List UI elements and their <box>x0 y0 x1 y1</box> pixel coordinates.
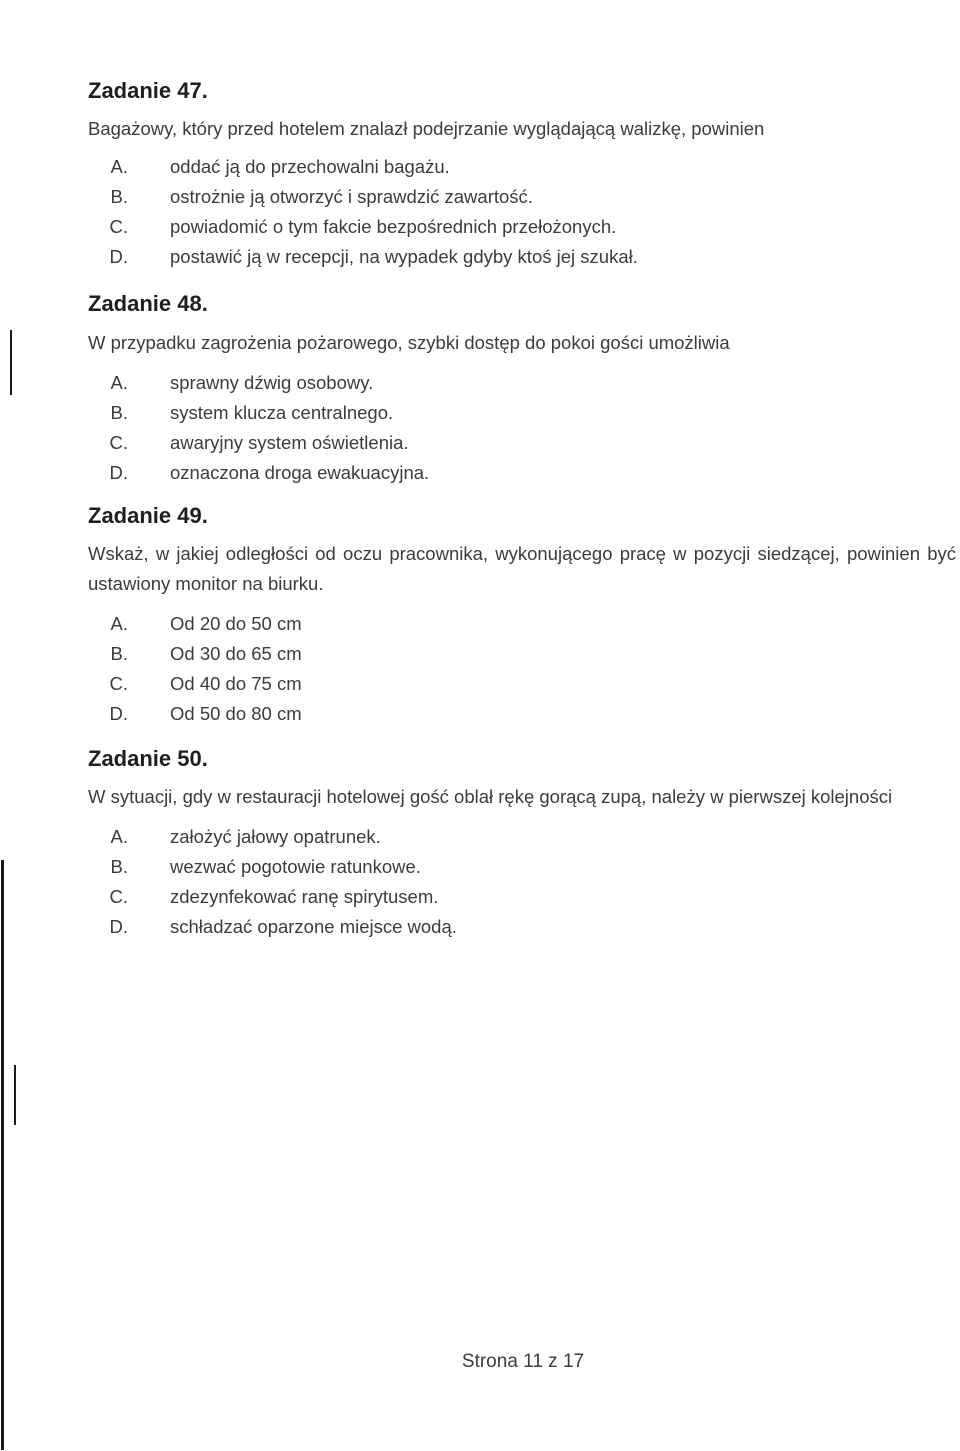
option-text: zdezynfekować ranę spirytusem. <box>170 886 439 907</box>
option-letter: C. <box>109 432 128 453</box>
option-text: sprawny dźwig osobowy. <box>170 372 374 393</box>
scan-edge-mark <box>14 1065 16 1125</box>
answer-option-b[interactable] <box>88 852 958 882</box>
task-title: Zadanie 49. <box>88 503 208 528</box>
scan-edge-mark <box>10 330 12 395</box>
answer-option-a[interactable] <box>88 822 958 852</box>
option-text: schładzać oparzone miejsce wodą. <box>170 916 457 937</box>
option-letter: C. <box>109 216 128 237</box>
task-question: Bagażowy, który przed hotelem znalazł podejrzanie wyglądającą walizkę, powinien <box>88 118 765 139</box>
answer-option-c[interactable] <box>88 428 958 458</box>
option-text: postawić ją w recepcji, na wypadek gdyby ktoś jej szukał. <box>170 246 638 267</box>
option-text: powiadomić o tym fakcie bezpośrednich przełożonych. <box>170 216 617 237</box>
option-text: założyć jałowy opatrunek. <box>170 826 381 847</box>
option-letter: A. <box>110 826 128 847</box>
answer-option-c[interactable] <box>88 669 958 699</box>
task-50 <box>88 745 958 942</box>
answer-option-c[interactable] <box>88 212 958 242</box>
task-question: Wskaż, w jakiej odległości od oczu pracownika, wykonującego pracę w pozycji siedzącej, powinien być ustawiony monitor na biurku. <box>88 543 956 594</box>
answer-option-a[interactable] <box>88 152 958 182</box>
option-text: oddać ją do przechowalni bagażu. <box>170 156 450 177</box>
option-letter: D. <box>109 246 128 267</box>
option-text: wezwać pogotowie ratunkowe. <box>170 856 421 877</box>
answer-options <box>88 368 958 488</box>
option-letter: B. <box>110 186 128 207</box>
answer-option-b[interactable] <box>88 639 958 669</box>
task-title: Zadanie 47. <box>88 78 208 103</box>
option-text: Od 30 do 65 cm <box>170 643 302 664</box>
option-text: Od 40 do 75 cm <box>170 673 302 694</box>
option-letter: A. <box>110 613 128 634</box>
answer-options <box>88 152 958 272</box>
option-letter: B. <box>110 402 128 423</box>
task-question: W przypadku zagrożenia pożarowego, szybki dostęp do pokoi gości umożliwia <box>88 332 730 353</box>
task-49 <box>88 502 958 729</box>
answer-option-d[interactable] <box>88 699 958 729</box>
option-text: oznaczona droga ewakuacyjna. <box>170 462 430 483</box>
task-question: W sytuacji, gdy w restauracji hotelowej gość oblał rękę gorącą zupą, należy w pierwszej kolejności <box>88 786 893 807</box>
option-letter: D. <box>109 916 128 937</box>
task-48 <box>88 290 958 488</box>
task-title: Zadanie 48. <box>88 291 208 316</box>
option-letter: D. <box>109 703 128 724</box>
option-text: Od 20 do 50 cm <box>170 613 302 634</box>
page-number: Strona 11 z 17 <box>461 1351 585 1372</box>
answer-option-a[interactable] <box>88 609 958 639</box>
answer-option-c[interactable] <box>88 882 958 912</box>
option-letter: D. <box>109 462 128 483</box>
option-text: system klucza centralnego. <box>170 402 394 423</box>
answer-option-d[interactable] <box>88 458 958 488</box>
option-letter: A. <box>110 372 128 393</box>
answer-option-b[interactable] <box>88 182 958 212</box>
answer-option-d[interactable] <box>88 912 958 942</box>
task-47 <box>88 77 958 272</box>
option-letter: A. <box>110 156 128 177</box>
answer-options <box>88 822 958 942</box>
option-letter: C. <box>109 886 128 907</box>
page-footer <box>0 1351 960 1373</box>
option-letter: B. <box>110 856 128 877</box>
option-text: awaryjny system oświetlenia. <box>170 432 409 453</box>
option-letter: B. <box>110 643 128 664</box>
answer-option-b[interactable] <box>88 398 958 428</box>
option-text: ostrożnie ją otworzyć i sprawdzić zawartość. <box>170 186 533 207</box>
task-title: Zadanie 50. <box>88 746 208 771</box>
option-text: Od 50 do 80 cm <box>170 703 302 724</box>
option-letter: C. <box>109 673 128 694</box>
answer-option-a[interactable] <box>88 368 958 398</box>
answer-options <box>88 609 958 729</box>
answer-option-d[interactable] <box>88 242 958 272</box>
